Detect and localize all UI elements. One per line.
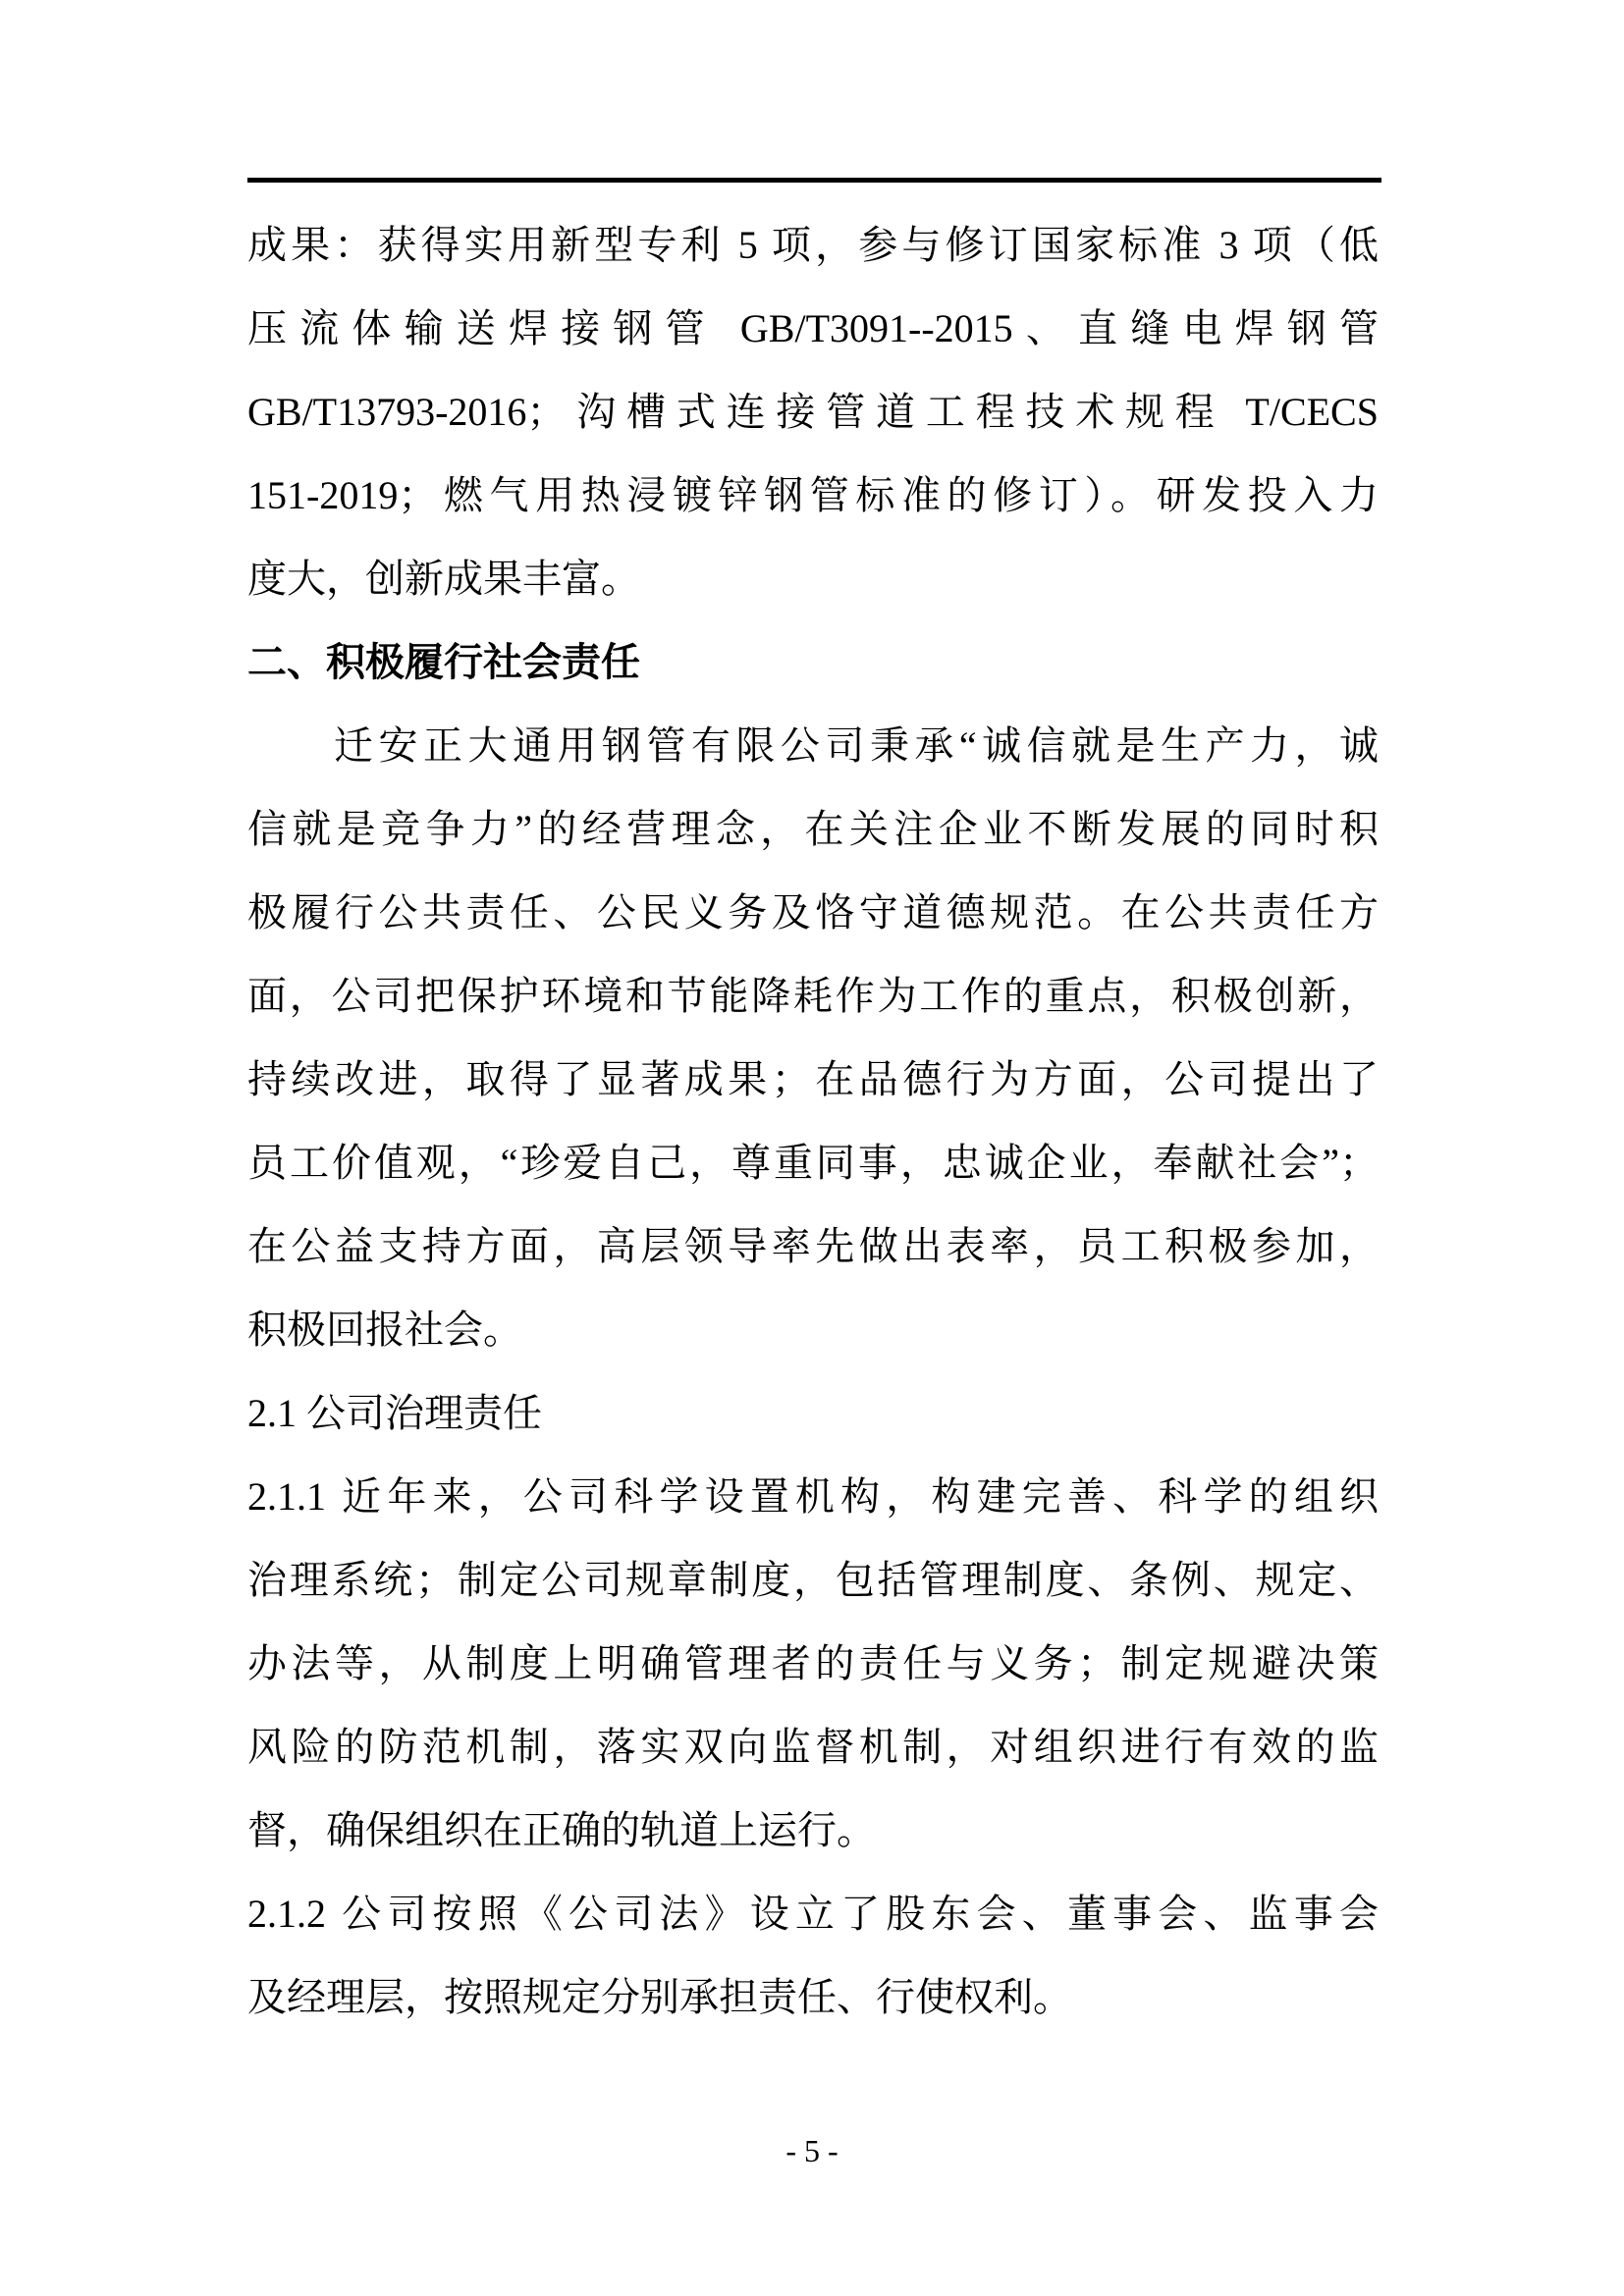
page-footer — [0, 2123, 1624, 2178]
body-line: 治理系统；制定公司规章制度，包括管理制度、条例、规定、 — [247, 1558, 1379, 1602]
body-line: 151-2019；燃气用热浸镀锌钢管标准的修订）。研发投入力 — [247, 473, 1379, 517]
body-line: 压流体输送焊接钢管 GB/T3091--2015、直缝电焊钢管 — [247, 306, 1379, 350]
subsection-title: 2.1 公司治理责任 — [247, 1391, 542, 1435]
body-line: 信就是竞争力”的经营理念，在关注企业不断发展的同时积 — [247, 807, 1379, 851]
body-line: 风险的防范机制，落实双向监督机制，对组织进行有效的监 — [247, 1725, 1379, 1769]
body-line: 积极回报社会。 — [247, 1308, 522, 1352]
body-line: 成果：获得实用新型专利 5 项，参与修订国家标准 3 项（低 — [247, 223, 1379, 267]
body-line: 督，确保组织在正确的轨道上运行。 — [247, 1808, 876, 1852]
body-line: GB/T13793-2016；沟槽式连接管道工程技术规程 T/CECS — [247, 390, 1379, 434]
body-line: 面，公司把保护环境和节能降耗作为工作的重点，积极创新， — [247, 974, 1379, 1018]
body-line: 员工价值观，“珍爱自己，尊重同事，忠诚企业，奉献社会”； — [247, 1141, 1379, 1185]
header-rule — [247, 178, 1381, 183]
page-body — [247, 203, 1379, 2039]
section-heading: 二、积极履行社会责任 — [247, 640, 640, 684]
body-line: 2.1.2 公司按照《公司法》设立了股东会、董事会、监事会 — [247, 1892, 1379, 1936]
body-line: 2.1.1 近年来，公司科学设置机构，构建完善、科学的组织 — [247, 1474, 1379, 1519]
body-line: 及经理层，按照规定分别承担责任、行使权利。 — [247, 1975, 1072, 2019]
body-line: 在公益支持方面，高层领导率先做出表率，员工积极参加， — [247, 1224, 1379, 1268]
page-number: - 5 - — [785, 2133, 839, 2168]
body-line: 迁安正大通用钢管有限公司秉承“诚信就是生产力，诚 — [334, 723, 1379, 768]
body-line: 度大，创新成果丰富。 — [247, 557, 640, 601]
body-line: 持续改进，取得了显著成果；在品德行为方面，公司提出了 — [247, 1057, 1379, 1101]
body-line: 极履行公共责任、公民义务及恪守道德规范。在公共责任方 — [247, 890, 1379, 934]
body-line: 办法等，从制度上明确管理者的责任与义务；制定规避决策 — [247, 1641, 1379, 1685]
